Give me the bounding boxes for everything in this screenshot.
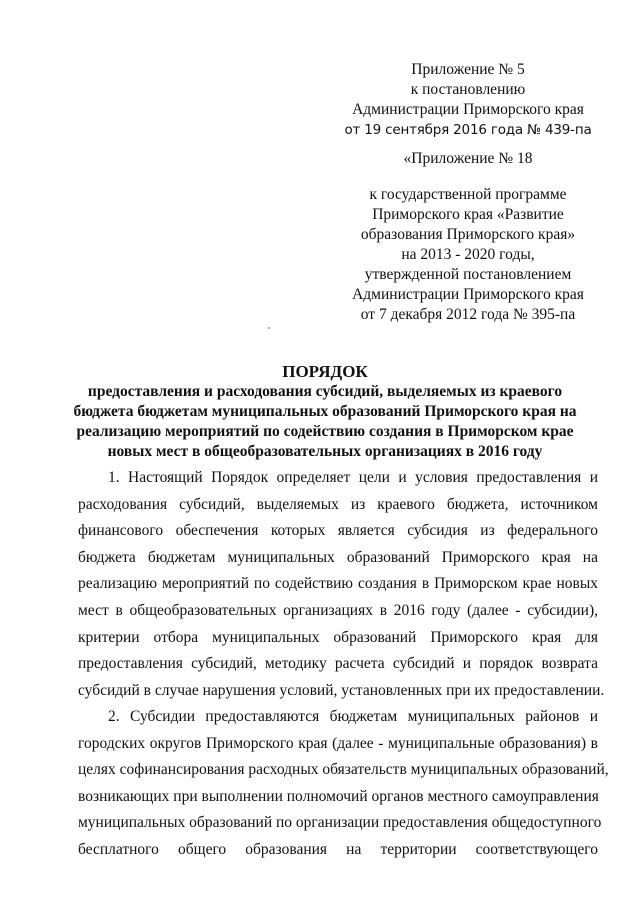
appendix-5-to-resolution: к постановлению (410, 81, 526, 98)
document-subtitle (60, 382, 590, 462)
appendix-18-label: «Приложение № 18 (403, 150, 533, 167)
appendix-18-line: к государственной программе (369, 186, 567, 203)
paragraph-line: субсидий в случае нарушения условий, установленных при их предоставлении. (78, 681, 605, 699)
appendix-18-label-block (330, 149, 606, 169)
appendix-5-date-number: от 19 сентября 2016 года № 439-па (344, 122, 592, 138)
appendix-18-line: Администрации Приморского края (352, 286, 584, 303)
appendix-5-administration: Администрации Приморского края (352, 101, 584, 118)
paragraph-line: предоставления субсидий, методику расчета субсидий и порядок возврата (78, 655, 598, 673)
paragraph-line: муниципальных образований по организации предоставления общедоступного (78, 814, 602, 832)
subtitle-line: реализацию мероприятий по содействию создания в Приморском крае (76, 423, 574, 440)
paragraph-line: 2. Субсидии предоставляются бюджетам муниципальных районов и (108, 708, 598, 725)
paragraph-line: возникающих при выполнении полномочий органов местного самоуправления (78, 787, 599, 805)
paragraph-line: реализацию мероприятий по содействию создания в Приморском крае новых (78, 575, 598, 593)
scan-speck (268, 327, 270, 329)
subtitle-line: бюджета бюджетам муниципальных образований Приморского края на (73, 403, 577, 420)
paragraph-line: целях софинансирования расходных обязательств муниципальных образований, (78, 761, 609, 779)
appendix-18-line: от 7 декабря 2012 года № 395-па (360, 306, 576, 323)
appendix-5-header (330, 60, 606, 140)
paragraph-2 (78, 704, 609, 864)
appendix-5-number: Приложение № 5 (411, 61, 525, 78)
document-title: ПОРЯДОК (282, 362, 368, 381)
paragraph-1 (78, 465, 605, 704)
paragraph-line: мест в общеобразовательных организациях в 2016 году (далее - субсидии), (78, 601, 598, 619)
subtitle-line: предоставления и расходования субсидий, выделяемых из краевого (87, 383, 563, 400)
paragraph-line: бесплатного общего образования на территории соответствующего (78, 840, 598, 858)
paragraph-line: финансового обеспечения которых является субсидия из федерального (78, 522, 598, 540)
appendix-18-line: утвержденной постановлением (364, 266, 572, 283)
appendix-18-header (330, 185, 606, 325)
paragraph-line: критерии отбора муниципальных образований Приморского края для (78, 628, 598, 646)
appendix-18-line: на 2013 - 2020 годы, (401, 246, 535, 263)
paragraph-line: расходования субсидий, выделяемых из краевого бюджета, источником (78, 495, 598, 513)
paragraph-line: бюджета бюджетам муниципальных образований Приморского края на (78, 548, 598, 566)
appendix-18-line: образования Приморского края» (360, 226, 576, 243)
paragraph-line: городских округов Приморского края (далее - муниципальные образования) в (78, 734, 598, 752)
appendix-18-line: Приморского края «Развитие (372, 206, 564, 223)
subtitle-line: новых мест в общеобразовательных организациях в 2016 году (107, 443, 543, 460)
paragraph-line: 1. Настоящий Порядок определяет цели и условия предоставления и (108, 469, 598, 486)
